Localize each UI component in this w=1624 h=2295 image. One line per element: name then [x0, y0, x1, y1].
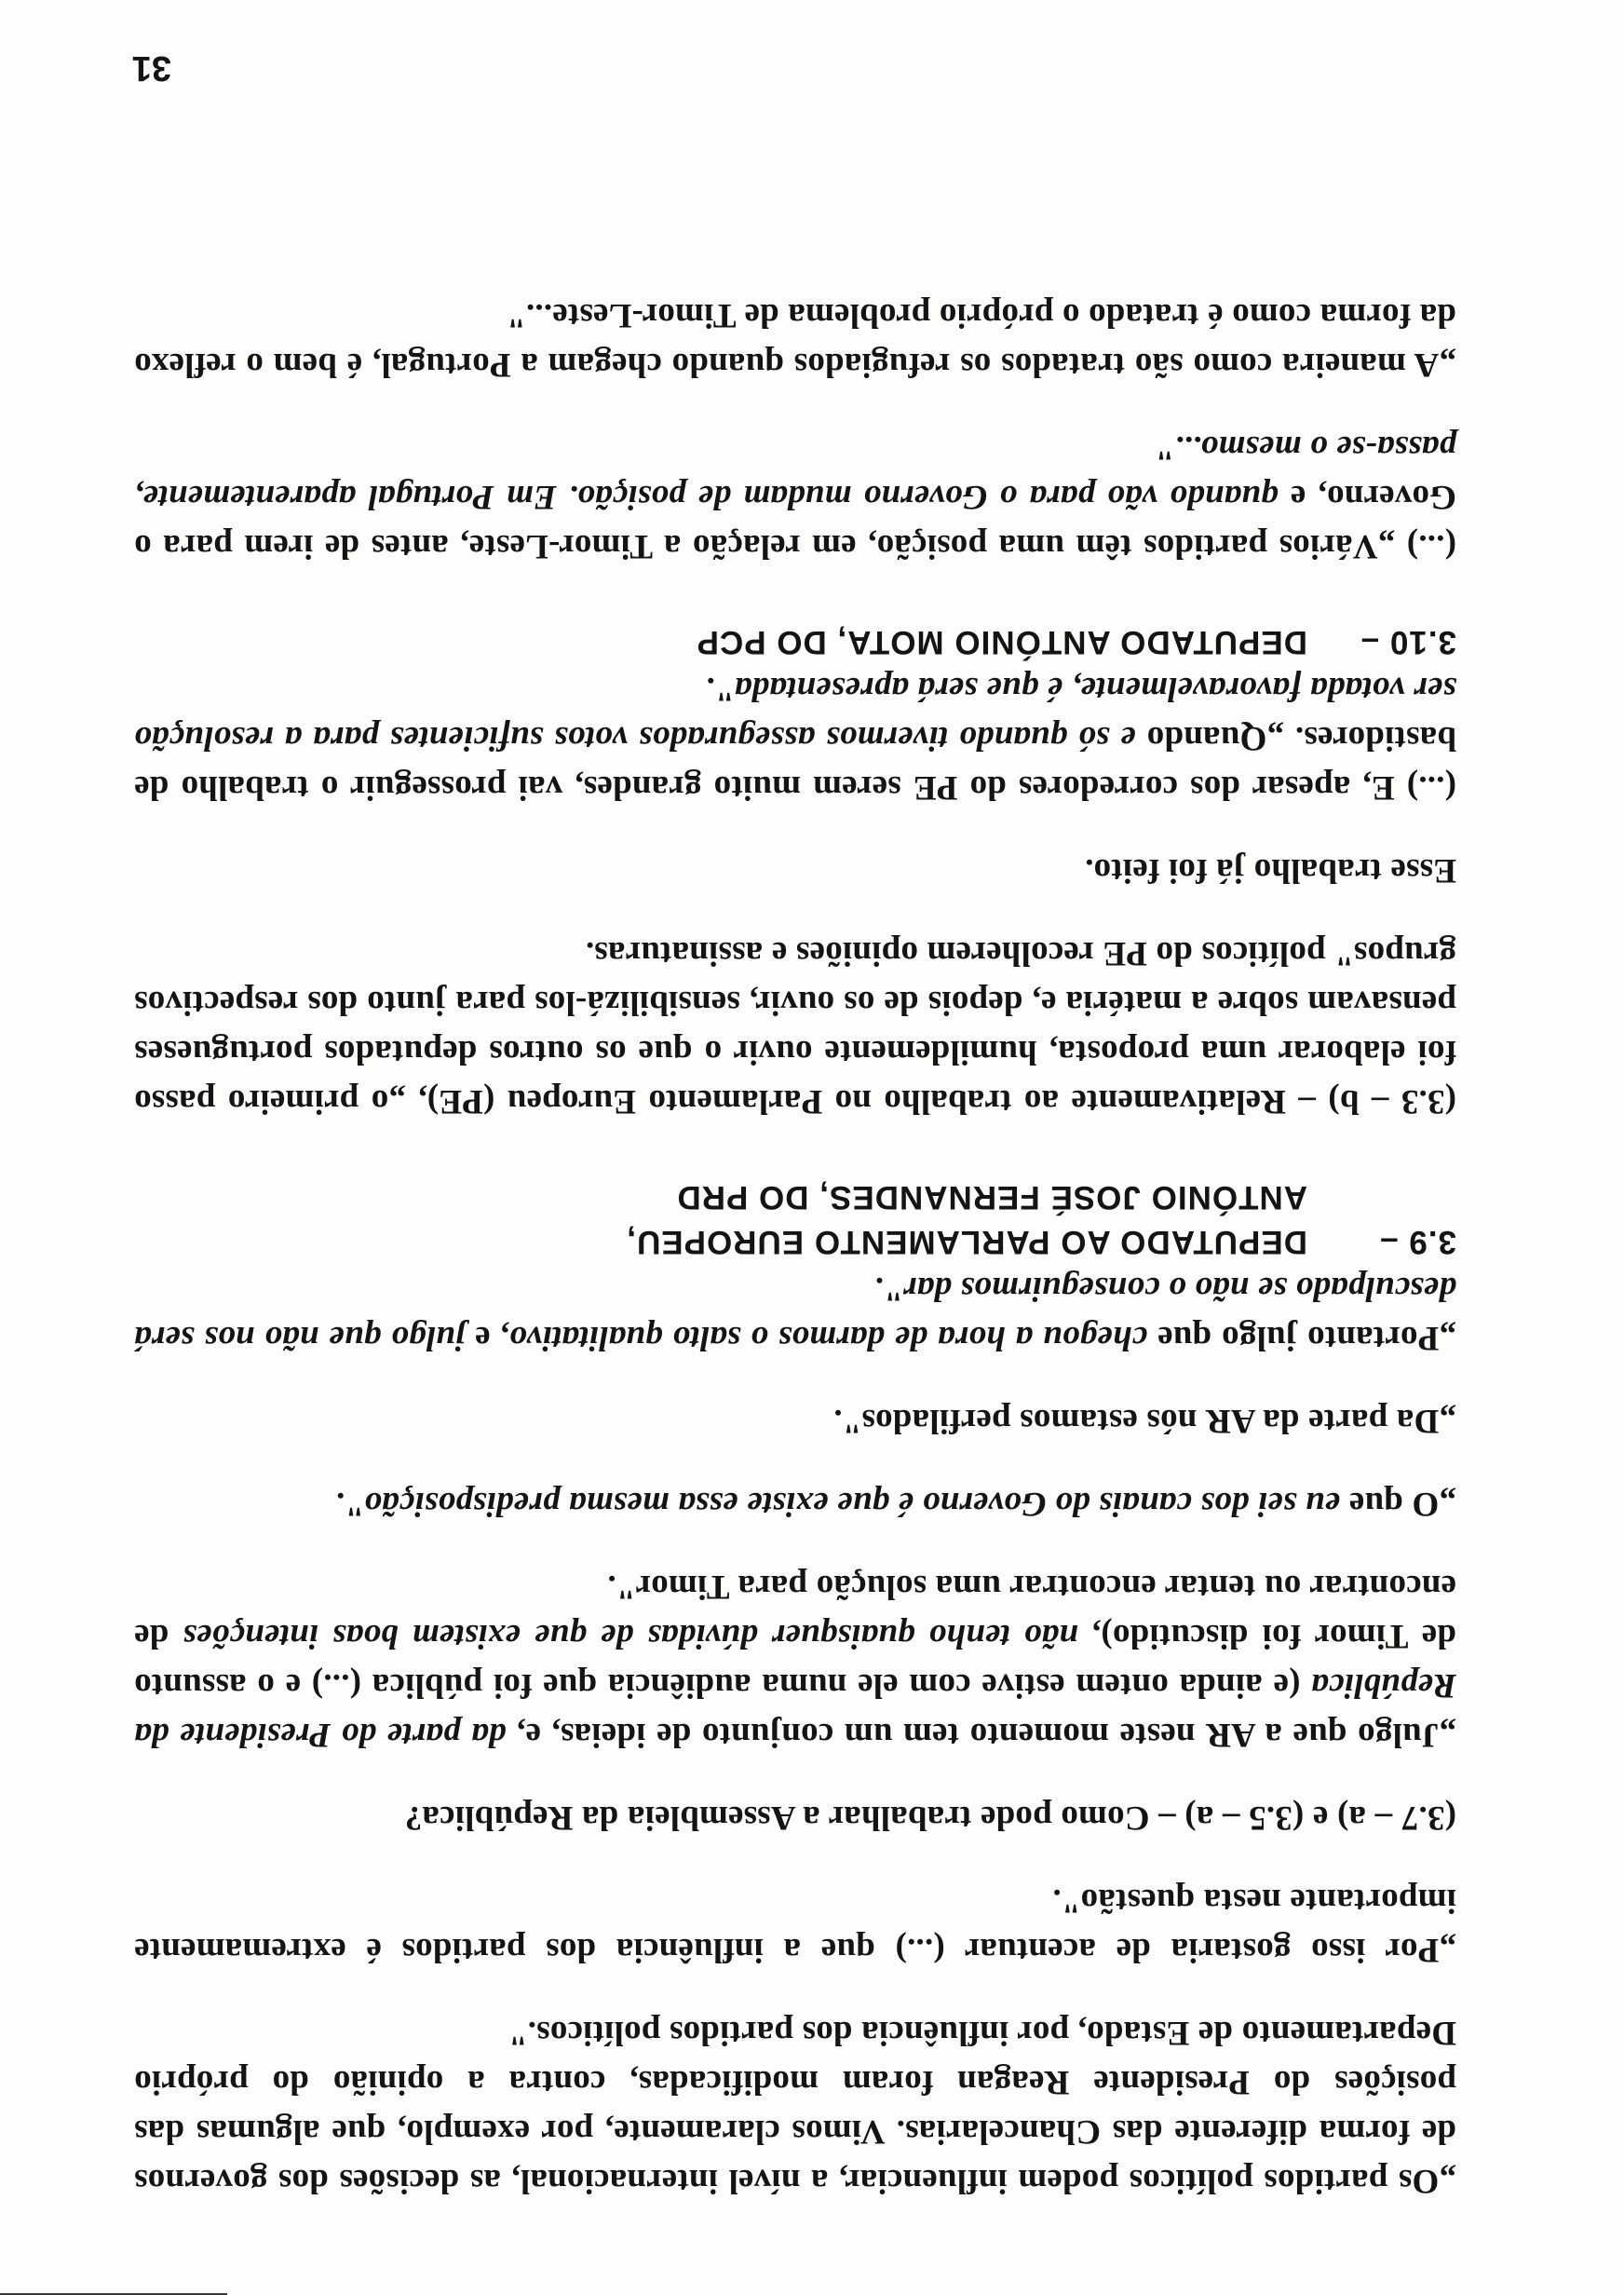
text-run: „Portanto julgo que: [1147, 1319, 1456, 1357]
opening-quotes: [134, 1264, 1456, 2206]
text-run: (...) E, apesar dos corredores do PE serem muito grandes, vai prosseguir o trabalho de bastidores. „Quando: [134, 719, 1456, 807]
section-title: [134, 619, 1307, 664]
paragraph: [134, 929, 1456, 1126]
paragraph: [134, 1876, 1456, 1975]
section-title: [134, 1175, 1307, 1264]
section-number: 3.10 –: [1360, 624, 1456, 660]
page-content: [134, 291, 1456, 2239]
text-run: , e: [465, 1319, 509, 1357]
paragraph: [134, 664, 1456, 812]
italic-text: da parte do Presidente da República: [134, 1666, 1456, 1754]
text-run: (...) „Vários partidos têm uma posição, em relação a Timor-Leste, antes de irem para o Governo, e: [134, 478, 1456, 565]
text-run: de encontrar ou tentar encontrar uma solução para Timor".: [134, 1568, 1456, 1655]
paragraph: [134, 1793, 1456, 1842]
paragraph: [134, 1479, 1456, 1528]
text-run: „A maneira como são tratados os refugiados quando chegam a Portugal, é bem o reflexo da forma como é tratado o próprio problema de Timor-Leste...": [134, 296, 1456, 384]
italic-text: não tenho quaisquer dúvidas de que existem boas intenções: [183, 1617, 1078, 1655]
paragraph: [134, 1562, 1456, 1759]
text-run: (e ainda ontem estive com ele numa audiência que foi pública (...) e o assunto de Timor foi discutido),: [134, 1617, 1456, 1704]
section-title-line: DEPUTADO AO PARLAMENTO EUROPEU,: [626, 1224, 1307, 1260]
section-heading-3-9: [134, 1175, 1456, 1264]
section-number: 3.9 –: [1379, 1224, 1456, 1260]
section-3-9-body: [134, 664, 1456, 1126]
section-3-10-body: [134, 291, 1456, 571]
text-run: „O que: [1340, 1485, 1456, 1523]
section-title-line: DEPUTADO ANTÓNIO MOTA, DO PCP: [696, 624, 1307, 660]
paragraph: [134, 423, 1456, 571]
text-run: ": [1155, 428, 1175, 467]
text-run: (3.7 – a) e (3.5 – a) – Como pode trabalhar a Assembleia da República?: [404, 1799, 1456, 1837]
text-run: „Por isso gostaria de acentuar (...) que a influência dos partidos é extremamente importante nesta questão".: [134, 1881, 1456, 1969]
italic-text: quando vão para o Governo mudam de posição. Em Portugal aparentemente, passa-se o mesmo...: [134, 428, 1456, 516]
text-run: „Os partidos políticos podem influenciar, a nível internacional, as decisões dos governos de forma diferente das Chancelarias. Vimos claramente, por exemplo, que algumas das posições do Presidente Reagan foram modificadas, contra a opinião do próprio Departamento de Estado, por influência dos partidos políticos.": [134, 2014, 1456, 2200]
paragraph: [134, 846, 1456, 895]
paragraph: [134, 1396, 1456, 1446]
paragraph: [134, 2008, 1456, 2206]
section-title-line: ANTÓNIO JOSÉ FERNANDES, DO PRD: [676, 1179, 1307, 1215]
italic-text: chegou a hora de darmos o salto qualitativo: [508, 1319, 1148, 1357]
text-run: ".: [335, 1485, 365, 1523]
italic-text: e só quando tivermos assegurados votos suficientes para a resolução ser votada favoravelmente, é que será apresentada: [134, 670, 1456, 757]
text-run: „Julgo que a AR neste momento tem um conjunto de ideias, e,: [506, 1716, 1456, 1754]
page-number: 31: [131, 48, 171, 88]
paragraph: [134, 1264, 1456, 1363]
text-run: ".: [706, 670, 735, 708]
italic-text: julgo que não nos será desculpado se não o conseguirmos dar: [133, 1270, 1456, 1357]
text-run: ".: [874, 1270, 903, 1308]
italic-text: eu sei dos canais do Governo é que existe essa mesma predisposição: [364, 1485, 1341, 1523]
text-run: Esse trabalho já foi feito.: [1085, 851, 1456, 889]
text-run: „Da parte da AR nós estamos perfilados".: [833, 1402, 1456, 1440]
paragraph: [134, 291, 1456, 389]
text-run: (3.3 – b) – Relativamente ao trabalho no Parlamento Europeu (PE), „o primeiro passo foi elaborar uma proposta, humildemente ouvir o que os outros deputados portugueses pensavam sobre a matéria e, depois de os ouvir, sensibilizá-los para junto dos respectivos grupos" políticos do PE recolherem opiniões e assinaturas.: [134, 934, 1456, 1120]
section-heading-3-10: [134, 619, 1456, 664]
